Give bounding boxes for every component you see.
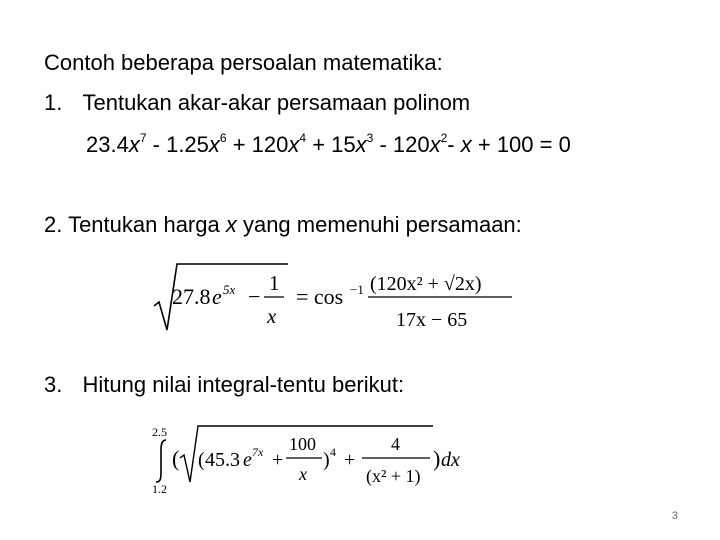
integral-sign [156,440,166,482]
eq3-e: e [243,449,252,471]
poly-exp: 2 [440,131,448,145]
eq2-cos: = cos [296,284,344,309]
equation-2 [150,258,530,338]
poly-term: 120 [251,132,289,157]
eq2-exp: 5x [223,282,236,297]
integral-lower-limit: 1.2 [152,482,167,496]
q3-number: 3. [44,372,63,397]
poly-term: 1.25 [166,132,209,157]
eq3-frac2-den: (x² + 1) [366,466,421,486]
poly-term: 15 [331,132,356,157]
eq3-exp: 7x [252,445,264,459]
poly-op: - [146,132,167,157]
eq3-frac-den: x [299,464,307,484]
poly-term: 120 [392,132,430,157]
poly-op: - [373,132,393,157]
eq2-minus: − [248,284,261,309]
eq3-inner-paren: ( [198,449,205,471]
poly-var: x [288,132,300,157]
poly-op: - [447,132,461,157]
poly-op: + [306,132,332,157]
eq2-denominator: 17x − 65 [396,309,468,331]
eq3-close-paren: ) [433,446,441,471]
poly-term: 23.4 [86,132,129,157]
q2-text-end: yang memenuhi persamaan: [236,212,522,237]
poly-exp: 3 [366,131,374,145]
q2-var: x [225,212,237,237]
poly-exp: 4 [299,131,307,145]
intro-text: Contoh beberapa persoalan matematika: [44,50,443,75]
question-2 [44,214,522,236]
eq2-numerator: (120x² + √2x) [370,273,482,295]
eq2-e: e [212,284,222,309]
poly-var: x [355,132,367,157]
question-3 [44,374,404,396]
question-1 [44,92,470,114]
poly-var: x [128,132,140,157]
eq3-open-paren: ( [172,446,180,471]
poly-var: x [429,132,441,157]
poly-exp: 7 [139,131,147,145]
q1-text: Tentukan akar-akar persamaan polinom [82,90,471,115]
eq3-power: 4 [330,445,336,459]
eq3-frac-num: 100 [289,434,316,454]
poly-op: + 100 = 0 [471,132,571,157]
polynomial-equation [86,131,571,157]
eq2-coef: 27.8 [172,284,211,309]
q2-text-start: 2. Tentukan harga [44,212,226,237]
eq3-inner-close: ) [323,449,330,471]
equation-3 [148,420,478,500]
poly-op: + [226,132,252,157]
q3-text: Hitung nilai integral-tentu berikut: [82,372,405,397]
q1-number: 1. [44,90,63,115]
page-number: 3 [671,510,678,522]
eq2-frac-num: 1 [269,271,280,295]
eq3-plus: + [272,449,284,471]
poly-exp: 6 [219,131,227,145]
integral-upper-limit: 2.5 [152,425,167,439]
eq2-inv: −1 [350,282,364,297]
eq3-dx: dx [441,449,460,471]
eq3-plus-2: + [344,449,356,471]
poly-var: x [208,132,220,157]
poly-var: x [460,132,472,157]
eq3-coef: 45.3 [205,449,240,471]
eq3-frac2-num: 4 [391,434,400,454]
eq2-frac-den: x [267,304,277,328]
